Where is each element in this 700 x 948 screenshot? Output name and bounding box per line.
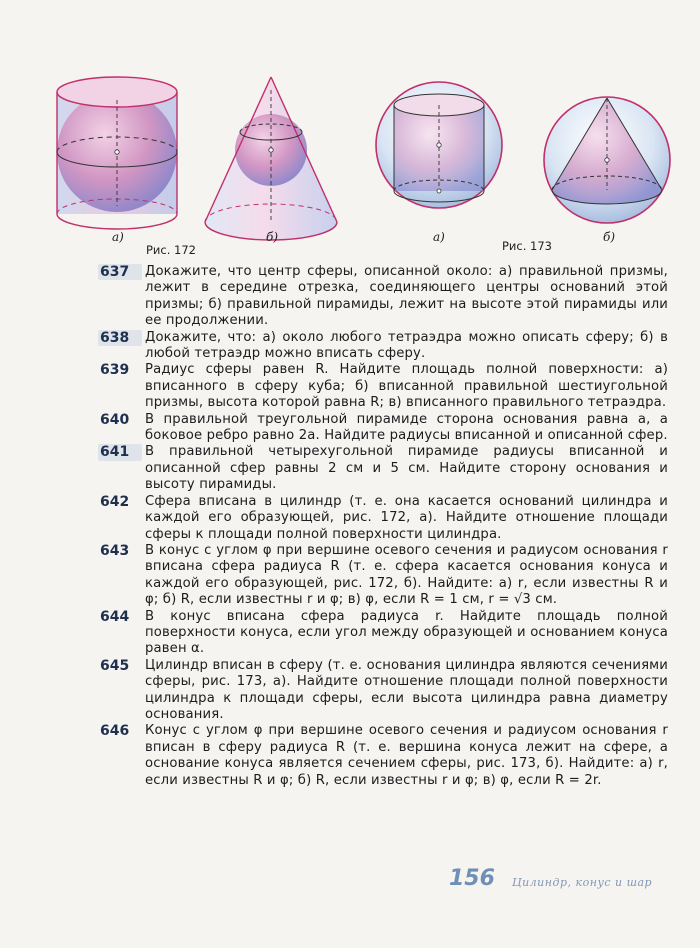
problem-text: Докажите, что: а) около любого тетраэдра можно описать сферу; б) в любой тетраэдр можно вписать сферу. [145,329,668,362]
fig173-caption: Рис. 173 [502,239,552,253]
problem-640 [100,412,668,445]
figures-drawing [0,0,700,265]
problem-643 [100,543,668,609]
problem-641 [100,444,668,493]
problem-644 [100,609,668,658]
problem-list [100,264,668,789]
fig172b-label: б) [266,230,279,244]
problem-637 [100,264,668,330]
problem-number: 644 [100,608,130,625]
problem-number: 641 [98,444,142,460]
problem-number: 639 [100,362,130,379]
problem-text: В правильной треугольной пирамиде сторона основания равна a, а боковое ребро равно 2a. Найдите радиусы вписанной и описанной сфер. [145,411,668,444]
problem-number: 643 [100,542,130,559]
fig172a-label: а) [112,230,124,244]
problem-number: 646 [100,723,130,740]
problem-text: Докажите, что центр сферы, описанной около: а) правильной призмы, лежит в середине отрезка, соединяющего центры оснований этой призмы; б) правильной пирамиды, лежит на высоте этой пирамиды или ее продолжении. [145,264,668,329]
problem-638 [100,330,668,363]
problem-639 [100,362,668,411]
fig173b-label: б) [603,230,616,244]
fig173a-label: а) [433,230,445,244]
fig172a-cylinder-sphere [57,77,177,229]
problem-text: Радиус сферы равен R. Найдите площадь полной поверхности: а) вписанного в сферу куба; б) вписанной правильной шестиугольной призмы, высота которой равна R; в) вписанного правильного тетраэдра. [145,362,668,411]
problem-number: 637 [98,264,142,280]
problem-642 [100,494,668,543]
problem-text: Цилиндр вписан в сферу (т. е. основания цилиндра являются сечениями сферы, рис. 173, а). Найдите отношение площади полной поверхности цилиндра к площади сферы, если высота цилиндра равна диаметру основания. [145,657,668,722]
fig172-caption: Рис. 172 [146,243,196,257]
problem-646 [100,723,668,789]
fig173b-sphere-cone [544,97,670,223]
page-number: 156 [449,866,495,891]
fig173a-sphere-cylinder [376,82,502,208]
problem-number: 645 [100,657,130,674]
problem-text: В конус с углом φ при вершине осевого сечения и радиусом основания r вписана сфера радиуса R (т. е. сфера касается основания конуса и каждой его образующей, рис. 172, б). Найдите: а) r, если известны R и φ; б) R, если известны r и φ; в) φ, если R = 1 см, r = √3 см. [145,542,668,608]
figures-area [0,0,700,265]
problem-number: 638 [98,330,142,346]
running-title: Цилиндр, конус и шар [512,876,653,889]
problem-text: В конус вписана сфера радиуса r. Найдите площадь полной поверхности конуса, если угол между образующей и основанием конуса равен α. [145,608,668,657]
problem-number: 640 [100,411,130,428]
problem-text: В правильной четырехугольной пирамиде радиусы вписанной и описанной сфер равны 2 см и 5 см. Найдите сторону основания и высоту пирамиды. [145,444,668,493]
problem-text: Конус с углом φ при вершине осевого сечения и радиусом основания r вписан в сферу радиуса R (т. е. вершина конуса лежит на сфере, а основание конуса является сечением сферы, рис. 173, б). Найдите: а) r, если известны R и φ; б) R, если известны r и φ; в) φ, если R = 2r. [145,723,668,788]
fig172b-cone-sphere [205,77,337,240]
problem-number: 642 [100,493,130,510]
problem-645 [100,658,668,724]
problem-text: Сфера вписана в цилиндр (т. е. она касается оснований цилиндра и каждой его образующей, рис. 172, а). Найдите отношение площади сферы к площади полной поверхности цилиндра. [145,493,668,542]
